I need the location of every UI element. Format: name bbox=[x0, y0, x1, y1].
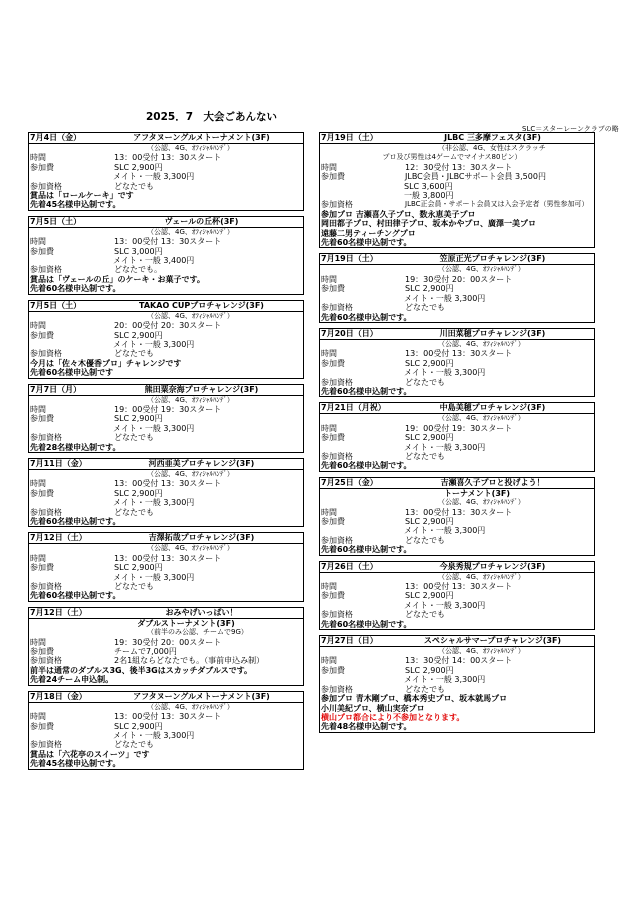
right-column bbox=[319, 132, 595, 738]
event-fee-general: メイト・一般 3,300円 bbox=[113, 730, 195, 740]
event-date: 7月4日（金） bbox=[30, 133, 82, 142]
event-card bbox=[319, 477, 595, 556]
event-qual: どなたでも。 bbox=[114, 265, 162, 275]
event-fee-general: メイト・一般 3,300円 bbox=[404, 675, 486, 685]
event-fee: SLC 2,900円 bbox=[114, 563, 163, 573]
time-label: 時間 bbox=[30, 153, 46, 163]
event-name: ヴェールの丘杯(3F) bbox=[164, 216, 239, 226]
event-fee-general: メイト・一般 3,300円 bbox=[404, 526, 486, 536]
event-fee: SLC 2,900円 bbox=[405, 517, 454, 526]
event-sub: （公認、4G、ｵﾌｨｼｬﾙﾊﾝﾃﾞ） bbox=[438, 572, 525, 581]
event-qual: どなたでも bbox=[114, 181, 154, 191]
event-fee-slc: SLC 3,600円 bbox=[404, 181, 453, 191]
qual-label: 参加資格 bbox=[30, 507, 62, 517]
qual-label: 参加資格 bbox=[321, 200, 353, 210]
event-time: 19：30受付 20：00スタート bbox=[114, 637, 222, 647]
time-label: 時間 bbox=[321, 656, 337, 666]
event-sub: （公認、4G、ｵﾌｨｼｬﾙﾊﾝﾃﾞ） bbox=[147, 469, 234, 478]
event-fee-general: メイト・一般 3,400円 bbox=[113, 256, 195, 266]
event-name: おみやげいっぱい！ bbox=[165, 607, 238, 617]
fee-label: 参加費 bbox=[321, 591, 345, 601]
event-note: 先着60名様申込制です。 bbox=[321, 238, 412, 248]
event-sub: （公認、4G、ｵﾌｨｼｬﾙﾊﾝﾃﾞ） bbox=[438, 339, 525, 348]
event-name: 吉瀬喜久子プロと投げよう！ bbox=[440, 477, 545, 487]
time-label: 時間 bbox=[30, 712, 46, 722]
event-name-line2: トーナメント(3F) bbox=[443, 488, 511, 498]
event-sub: （公認、4G、ｵﾌｨｼｬﾙﾊﾝﾃﾞ） bbox=[438, 414, 525, 423]
event-name: スペシャルサマープロチャレンジ(3F) bbox=[423, 636, 562, 646]
event-card bbox=[28, 532, 304, 601]
event-name: JLBC 三多摩フェスタ(3F) bbox=[444, 133, 541, 142]
event-time: 20：00受付 20：30スタート bbox=[114, 321, 222, 331]
time-label: 時間 bbox=[30, 553, 46, 563]
event-fee-general: メイト・一般 3,300円 bbox=[404, 600, 486, 610]
fee-label: 参加費 bbox=[321, 172, 345, 182]
page-title: 2025．7 大会ごあんない bbox=[146, 111, 278, 123]
event-note: 先着60名様申込制です。 bbox=[30, 517, 121, 526]
event-note: 先着45名様申込制です。 bbox=[30, 200, 121, 210]
event-card bbox=[28, 132, 304, 211]
time-label: 時間 bbox=[30, 637, 46, 647]
event-note: 先着24チーム申込制。 bbox=[30, 675, 114, 685]
event-date: 7月25日（金） bbox=[321, 477, 378, 487]
event-qual: どなたでも bbox=[405, 535, 445, 545]
event-name: TAKAO CUPプロチャレンジ(3F) bbox=[139, 300, 264, 310]
event-card bbox=[319, 328, 595, 397]
time-label: 時間 bbox=[30, 404, 46, 414]
event-date: 7月26日（土） bbox=[321, 561, 378, 571]
event-name: 吉澤拓哉プロチャレンジ(3F) bbox=[148, 533, 255, 543]
event-note: 遠藤二男ティーチングプロ bbox=[321, 228, 416, 238]
event-card bbox=[28, 384, 304, 453]
event-sub: （公認、4G、ｵﾌｨｼｬﾙﾊﾝﾃﾞ） bbox=[147, 311, 234, 320]
qual-label: 参加資格 bbox=[30, 740, 62, 750]
event-fee: SLC 2,900円 bbox=[114, 330, 163, 340]
time-label: 時間 bbox=[321, 423, 337, 433]
event-fee-general: メイト・一般 3,300円 bbox=[404, 293, 486, 303]
event-fee: JLBC会員・JLBCサポート会員 3,500円 bbox=[405, 172, 546, 182]
event-note: 参加プロ 青木剛プロ、橋本秀史プロ、坂本就馬プロ bbox=[321, 694, 508, 704]
event-name-line2: ダブルストーナメント(3F) bbox=[137, 618, 235, 628]
event-qual: どなたでも bbox=[114, 582, 154, 592]
fee-label: 参加費 bbox=[30, 563, 54, 573]
event-qual: 2名1組ならどなたでも。（事前申込み制） bbox=[114, 656, 265, 666]
event-card bbox=[28, 458, 304, 527]
event-fee: SLC 2,900円 bbox=[405, 591, 454, 601]
event-fee-general: メイト・一般 3,300円 bbox=[113, 572, 195, 582]
event-sub: （非公認、4G、女性はスクラッチ bbox=[438, 144, 546, 152]
event-note: 賞品は「六花亭のスイーツ」です bbox=[30, 749, 150, 759]
event-time: 13：00受付 13：30スタート bbox=[114, 712, 222, 722]
event-note: 先着60名様申込制です。 bbox=[321, 461, 412, 471]
event-name: 川田菜穂プロチャレンジ(3F) bbox=[439, 328, 546, 338]
event-name: アフタヌーングルメトーナメント(3F) bbox=[133, 133, 270, 142]
event-note: 賞品は「ロールケーキ」です bbox=[30, 191, 134, 201]
qual-label: 参加資格 bbox=[30, 433, 62, 443]
event-note: 先着60名様申込制です。 bbox=[321, 619, 412, 629]
event-sub: （公認、4G、ｵﾌｨｼｬﾙﾊﾝﾃﾞ） bbox=[438, 498, 525, 507]
event-fee: SLC 2,900円 bbox=[405, 284, 454, 294]
event-sub: （前半のみ公認、チームで9G） bbox=[147, 628, 248, 637]
event-time: 13：30受付 14：00スタート bbox=[405, 656, 513, 666]
event-fee-general: メイト・一般 3,300円 bbox=[113, 339, 195, 349]
event-date: 7月12日（土） bbox=[30, 607, 87, 617]
event-note: 先着60名様申込制です bbox=[30, 368, 114, 378]
event-time: 19：30受付 20：00スタート bbox=[405, 274, 513, 284]
time-label: 時間 bbox=[321, 162, 337, 172]
event-qual: JLBC正会員・サポート会員又は入会予定者（男性参加可） bbox=[405, 200, 589, 209]
event-fee: SLC 2,900円 bbox=[114, 414, 163, 424]
event-fee: チームで7,000円 bbox=[114, 647, 177, 657]
event-date: 7月11日（金） bbox=[30, 458, 87, 468]
event-fee: SLC 2,900円 bbox=[114, 488, 163, 498]
event-fee-general: メイト・一般 3,300円 bbox=[113, 498, 195, 508]
event-time: 13：00受付 13：30スタート bbox=[405, 349, 513, 359]
event-date: 7月12日（土） bbox=[30, 533, 87, 543]
event-sub: （公認、4G、ｵﾌｨｼｬﾙﾊﾝﾃﾞ） bbox=[438, 647, 525, 656]
event-qual: どなたでも bbox=[405, 610, 445, 620]
event-fee: SLC 2,900円 bbox=[405, 433, 454, 443]
event-qual: どなたでも bbox=[114, 349, 154, 359]
event-qual: どなたでも bbox=[405, 303, 445, 313]
event-qual: どなたでも bbox=[114, 507, 154, 517]
event-note: 参加プロ 吉瀬喜久子プロ、数永恵美子プロ bbox=[321, 209, 476, 219]
fee-label: 参加費 bbox=[30, 647, 54, 657]
fee-label: 参加費 bbox=[30, 488, 54, 498]
event-fee: SLC 3,000円 bbox=[114, 246, 163, 256]
event-note: 先着60名様申込制です。 bbox=[321, 545, 412, 555]
event-qual: どなたでも bbox=[114, 433, 154, 443]
event-name: 笠原正光プロチャレンジ(3F) bbox=[439, 254, 546, 264]
qual-label: 参加資格 bbox=[321, 377, 353, 387]
abbreviation-note: SLC＝スターレーンクラブの略 bbox=[522, 125, 619, 133]
event-note: 先着60名様申込制です。 bbox=[321, 312, 412, 322]
event-name: 今泉秀規プロチャレンジ(3F) bbox=[439, 561, 546, 571]
event-sub: （公認、4G、ｵﾌｨｼｬﾙﾊﾝﾃﾞ） bbox=[147, 227, 234, 236]
event-name: 河西亜美プロチャレンジ(3F) bbox=[148, 458, 255, 468]
event-fee-general: メイト・一般 3,300円 bbox=[113, 423, 195, 433]
event-fee-general: メイト・一般 3,300円 bbox=[404, 368, 486, 378]
event-name: アフタヌーングルメトーナメント(3F) bbox=[133, 691, 270, 701]
event-fee: SLC 2,900円 bbox=[114, 162, 163, 172]
event-time: 13：00受付 13：30スタート bbox=[114, 479, 222, 489]
event-card bbox=[319, 253, 595, 322]
event-fee-general: 一般 3,800円 bbox=[404, 191, 454, 201]
event-qual: どなたでも bbox=[405, 684, 445, 694]
event-note: 先着60名様申込制です。 bbox=[30, 284, 121, 294]
time-label: 時間 bbox=[30, 479, 46, 489]
fee-label: 参加費 bbox=[30, 721, 54, 731]
event-sub-line2: プロ及び男性は4ゲームでマイナス80ピン） bbox=[382, 153, 522, 162]
event-note: 前半は通常のダブルス3G、後半3Gはスカッチダブルスです。 bbox=[30, 665, 253, 675]
event-qual: どなたでも bbox=[405, 451, 445, 461]
event-card bbox=[319, 635, 595, 733]
event-sub: （公認、4G、ｵﾌｨｼｬﾙﾊﾝﾃﾞ） bbox=[147, 144, 234, 152]
event-time: 13：00受付 13：30スタート bbox=[114, 553, 222, 563]
event-card bbox=[319, 561, 595, 630]
event-date: 7月27日（日） bbox=[321, 636, 378, 646]
fee-label: 参加費 bbox=[30, 330, 54, 340]
event-sub: （公認、4G、ｵﾌｨｼｬﾙﾊﾝﾃﾞ） bbox=[438, 265, 525, 274]
event-note: 岡田都子プロ、村田律子プロ、坂本かやプロ、廣澤一美プロ bbox=[321, 219, 537, 229]
event-warning: 横山プロ都合により不参加となります。 bbox=[321, 712, 465, 722]
event-time: 13：00受付 13：30スタート bbox=[405, 582, 513, 592]
event-name: 中島美穂プロチャレンジ(3F) bbox=[439, 403, 546, 413]
time-label: 時間 bbox=[30, 321, 46, 331]
qual-label: 参加資格 bbox=[30, 181, 62, 191]
event-fee: SLC 2,900円 bbox=[114, 721, 163, 731]
qual-label: 参加資格 bbox=[321, 684, 353, 694]
time-label: 時間 bbox=[30, 237, 46, 247]
event-card bbox=[28, 300, 304, 379]
event-fee-general: メイト・一般 3,300円 bbox=[404, 442, 486, 452]
event-card bbox=[319, 132, 595, 248]
event-fee-general: メイト・一般 3,300円 bbox=[113, 172, 195, 182]
event-date: 7月18日（金） bbox=[30, 691, 87, 701]
qual-label: 参加資格 bbox=[321, 610, 353, 620]
time-label: 時間 bbox=[321, 274, 337, 284]
qual-label: 参加資格 bbox=[30, 349, 62, 359]
event-date: 7月5日（土） bbox=[30, 300, 82, 310]
fee-label: 参加費 bbox=[321, 284, 345, 294]
event-note: 先着60名様申込制です。 bbox=[30, 591, 121, 601]
time-label: 時間 bbox=[321, 582, 337, 592]
qual-label: 参加資格 bbox=[321, 535, 353, 545]
event-note: 賞品は「ヴェールの丘」のケーキ・お菓子です。 bbox=[30, 274, 205, 284]
event-date: 7月19日（土） bbox=[321, 254, 378, 264]
time-label: 時間 bbox=[321, 507, 337, 517]
event-time: 19：00受付 19：30スタート bbox=[405, 423, 513, 433]
event-name: 熊田粟奈海プロチャレンジ(3F) bbox=[144, 384, 259, 394]
event-time: 19：00受付 19：30スタート bbox=[114, 404, 222, 414]
event-fee: SLC 2,900円 bbox=[405, 358, 454, 368]
event-time: 13：00受付 13：30スタート bbox=[114, 237, 222, 247]
qual-label: 参加資格 bbox=[321, 451, 353, 461]
event-note: 小川美紀プロ、横山実奈プロ bbox=[321, 703, 425, 713]
event-fee: SLC 2,900円 bbox=[405, 665, 454, 675]
event-date: 7月20日（日） bbox=[321, 328, 378, 338]
event-time: 13：00受付 13：30スタート bbox=[405, 507, 513, 517]
event-card bbox=[319, 402, 595, 471]
event-time: 12：30受付 13：30スタート bbox=[405, 162, 513, 172]
event-note: 先着45名様申込制です。 bbox=[30, 759, 121, 769]
qual-label: 参加資格 bbox=[30, 656, 62, 666]
event-note: 先着28名様申込制です。 bbox=[30, 442, 121, 452]
time-label: 時間 bbox=[321, 349, 337, 359]
event-card bbox=[28, 691, 304, 770]
event-card bbox=[28, 216, 304, 295]
fee-label: 参加費 bbox=[30, 414, 54, 424]
qual-label: 参加資格 bbox=[30, 582, 62, 592]
left-column bbox=[28, 132, 304, 775]
event-sub: （公認、4G、ｵﾌｨｼｬﾙﾊﾝﾃﾞ） bbox=[147, 395, 234, 404]
fee-label: 参加費 bbox=[321, 665, 345, 675]
event-date: 7月19日（土） bbox=[321, 133, 378, 142]
qual-label: 参加資格 bbox=[321, 303, 353, 313]
fee-label: 参加費 bbox=[321, 358, 345, 368]
event-note: 先着48名様申込制です。 bbox=[321, 722, 412, 732]
qual-label: 参加資格 bbox=[30, 265, 62, 275]
event-date: 7月5日（土） bbox=[30, 216, 82, 226]
event-note: 先着60名様申込制です。 bbox=[321, 386, 412, 396]
event-qual: どなたでも bbox=[405, 377, 445, 387]
event-sub: （公認、4G、ｵﾌｨｼｬﾙﾊﾝﾃﾞ） bbox=[147, 544, 234, 553]
event-card bbox=[28, 607, 304, 686]
event-date: 7月7日（月） bbox=[30, 384, 82, 394]
event-note: 今月は「佐々木優香プロ」チャレンジです bbox=[30, 358, 182, 368]
fee-label: 参加費 bbox=[321, 517, 345, 526]
event-date: 7月21日（月祝） bbox=[321, 403, 386, 413]
event-time: 13：00受付 13：30スタート bbox=[114, 153, 222, 163]
fee-label: 参加費 bbox=[30, 246, 54, 256]
fee-label: 参加費 bbox=[321, 433, 345, 443]
event-qual: どなたでも bbox=[114, 740, 154, 750]
event-sub: （公認、4G、ｵﾌｨｼｬﾙﾊﾝﾃﾞ） bbox=[147, 702, 234, 711]
fee-label: 参加費 bbox=[30, 162, 54, 172]
